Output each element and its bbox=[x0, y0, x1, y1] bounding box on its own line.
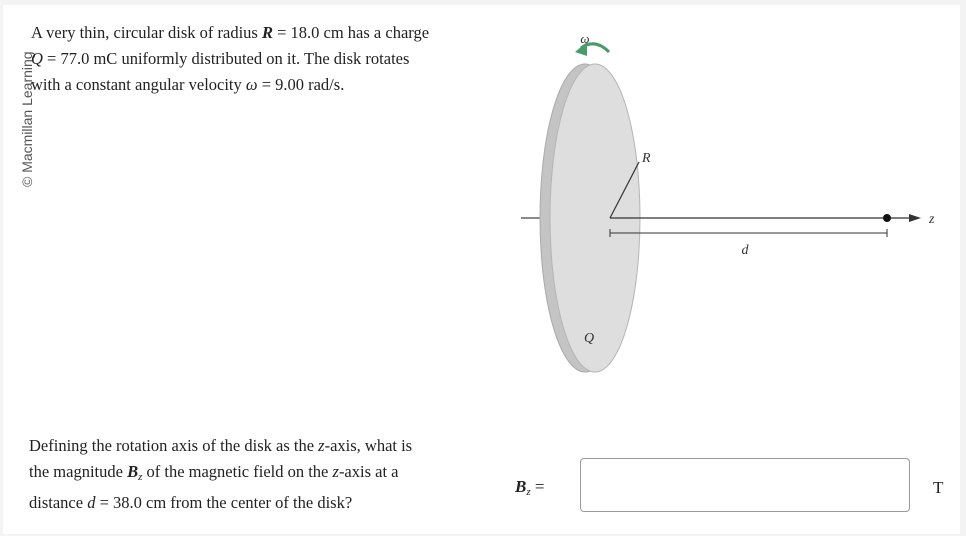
z-label: z bbox=[929, 212, 935, 227]
intro-text: A very thin, circular disk of radius bbox=[31, 23, 262, 42]
answer-label-equals: = bbox=[530, 477, 545, 496]
question-fragment: -axis, what is bbox=[324, 436, 413, 455]
var-B-subscript: z bbox=[138, 471, 143, 483]
question-fragment: of the magnetic field on the bbox=[142, 462, 333, 481]
question-fragment: = 38.0 cm from the center of the disk? bbox=[95, 493, 353, 512]
var-d: d bbox=[87, 493, 96, 512]
z-axis-arrowhead bbox=[909, 214, 921, 222]
copyright-watermark: © Macmillan Learning bbox=[19, 51, 35, 187]
intro-text: with a constant angular velocity bbox=[31, 75, 246, 94]
answer-label bbox=[515, 477, 544, 498]
R-label: R bbox=[642, 151, 651, 166]
var-omega: ω bbox=[245, 75, 258, 94]
question-fragment: Defining the rotation axis of the disk as the bbox=[29, 436, 319, 455]
field-point bbox=[883, 214, 891, 222]
disk-figure bbox=[503, 20, 953, 390]
var-z: z bbox=[318, 436, 325, 455]
question-fragment: -axis at a bbox=[338, 462, 399, 481]
problem-statement bbox=[31, 20, 491, 98]
answer-label-subscript: z bbox=[526, 486, 531, 498]
var-z: z bbox=[332, 462, 339, 481]
var-B: B bbox=[127, 462, 139, 481]
question-fragment: the magnitude bbox=[29, 462, 128, 481]
intro-text: = 9.00 rad/s. bbox=[257, 75, 345, 94]
answer-input[interactable] bbox=[580, 458, 910, 512]
answer-label-B: B bbox=[515, 477, 527, 496]
intro-text: = 77.0 mC uniformly distributed on it. The disk rotates bbox=[42, 49, 410, 68]
problem-card bbox=[3, 5, 960, 534]
var-R: R bbox=[261, 23, 273, 42]
question-fragment: distance bbox=[29, 493, 88, 512]
Q-label: Q bbox=[583, 331, 595, 346]
omega-label: ω bbox=[580, 31, 590, 46]
question-text bbox=[29, 433, 469, 516]
intro-text: = 18.0 cm has a charge bbox=[272, 23, 430, 42]
d-label: d bbox=[741, 243, 749, 258]
var-Q: Q bbox=[31, 49, 43, 68]
unit-label: T bbox=[933, 478, 944, 497]
